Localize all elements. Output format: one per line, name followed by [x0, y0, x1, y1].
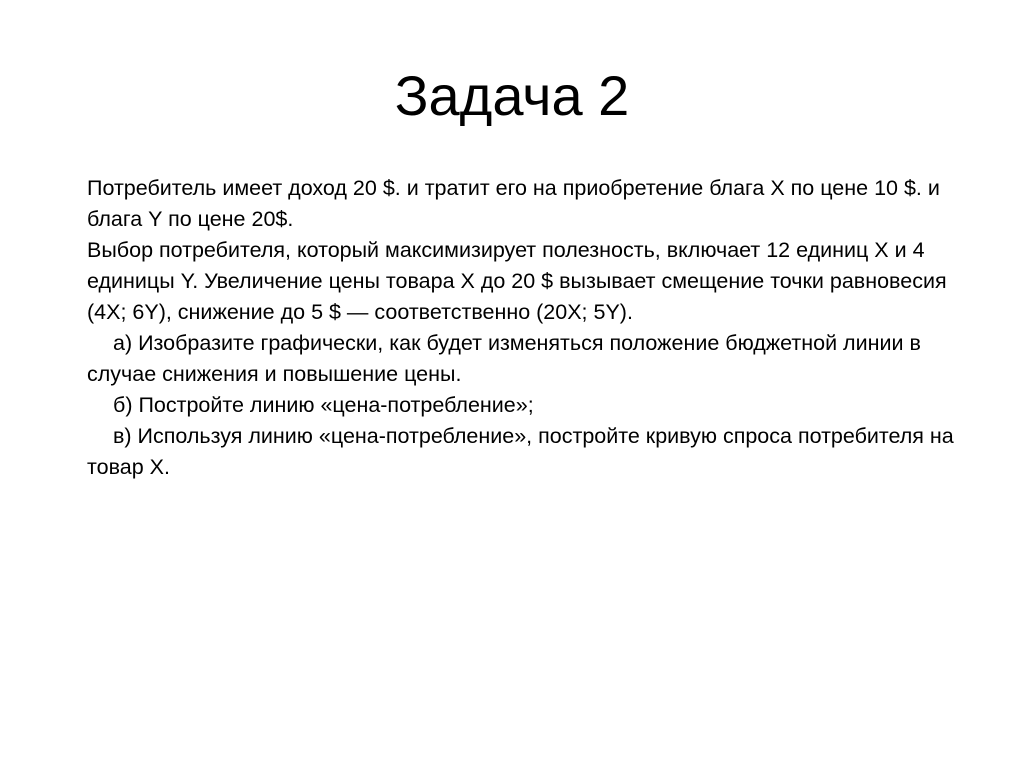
paragraph-condition: Потребитель имеет доход 20 $. и тратит его на приобретение блага X по цене 10 $. и блага Y по цене 20$. — [87, 176, 940, 231]
slide-title: Задача 2 — [394, 64, 630, 127]
paragraph-choice: Выбор потребителя, который максимизирует полезность, включает 12 единиц X и 4 единицы Y. Увеличение цены товара X до 20 $ вызывает смещение точки равновесия (4X; 6Y), снижение до 5 $ — соответственно (20X; 5Y). — [87, 238, 947, 324]
task-c: в) Используя линию «цена-потребление», постройте кривую спроса потребителя на товар X. — [87, 424, 954, 479]
slide-body — [87, 173, 987, 483]
task-a: а) Изобразите графически, как будет изменяться положение бюджетной линии в случае снижения и повышение цены. — [87, 331, 921, 386]
task-b: б) Постройте линию «цена-потребление»; — [113, 393, 534, 417]
